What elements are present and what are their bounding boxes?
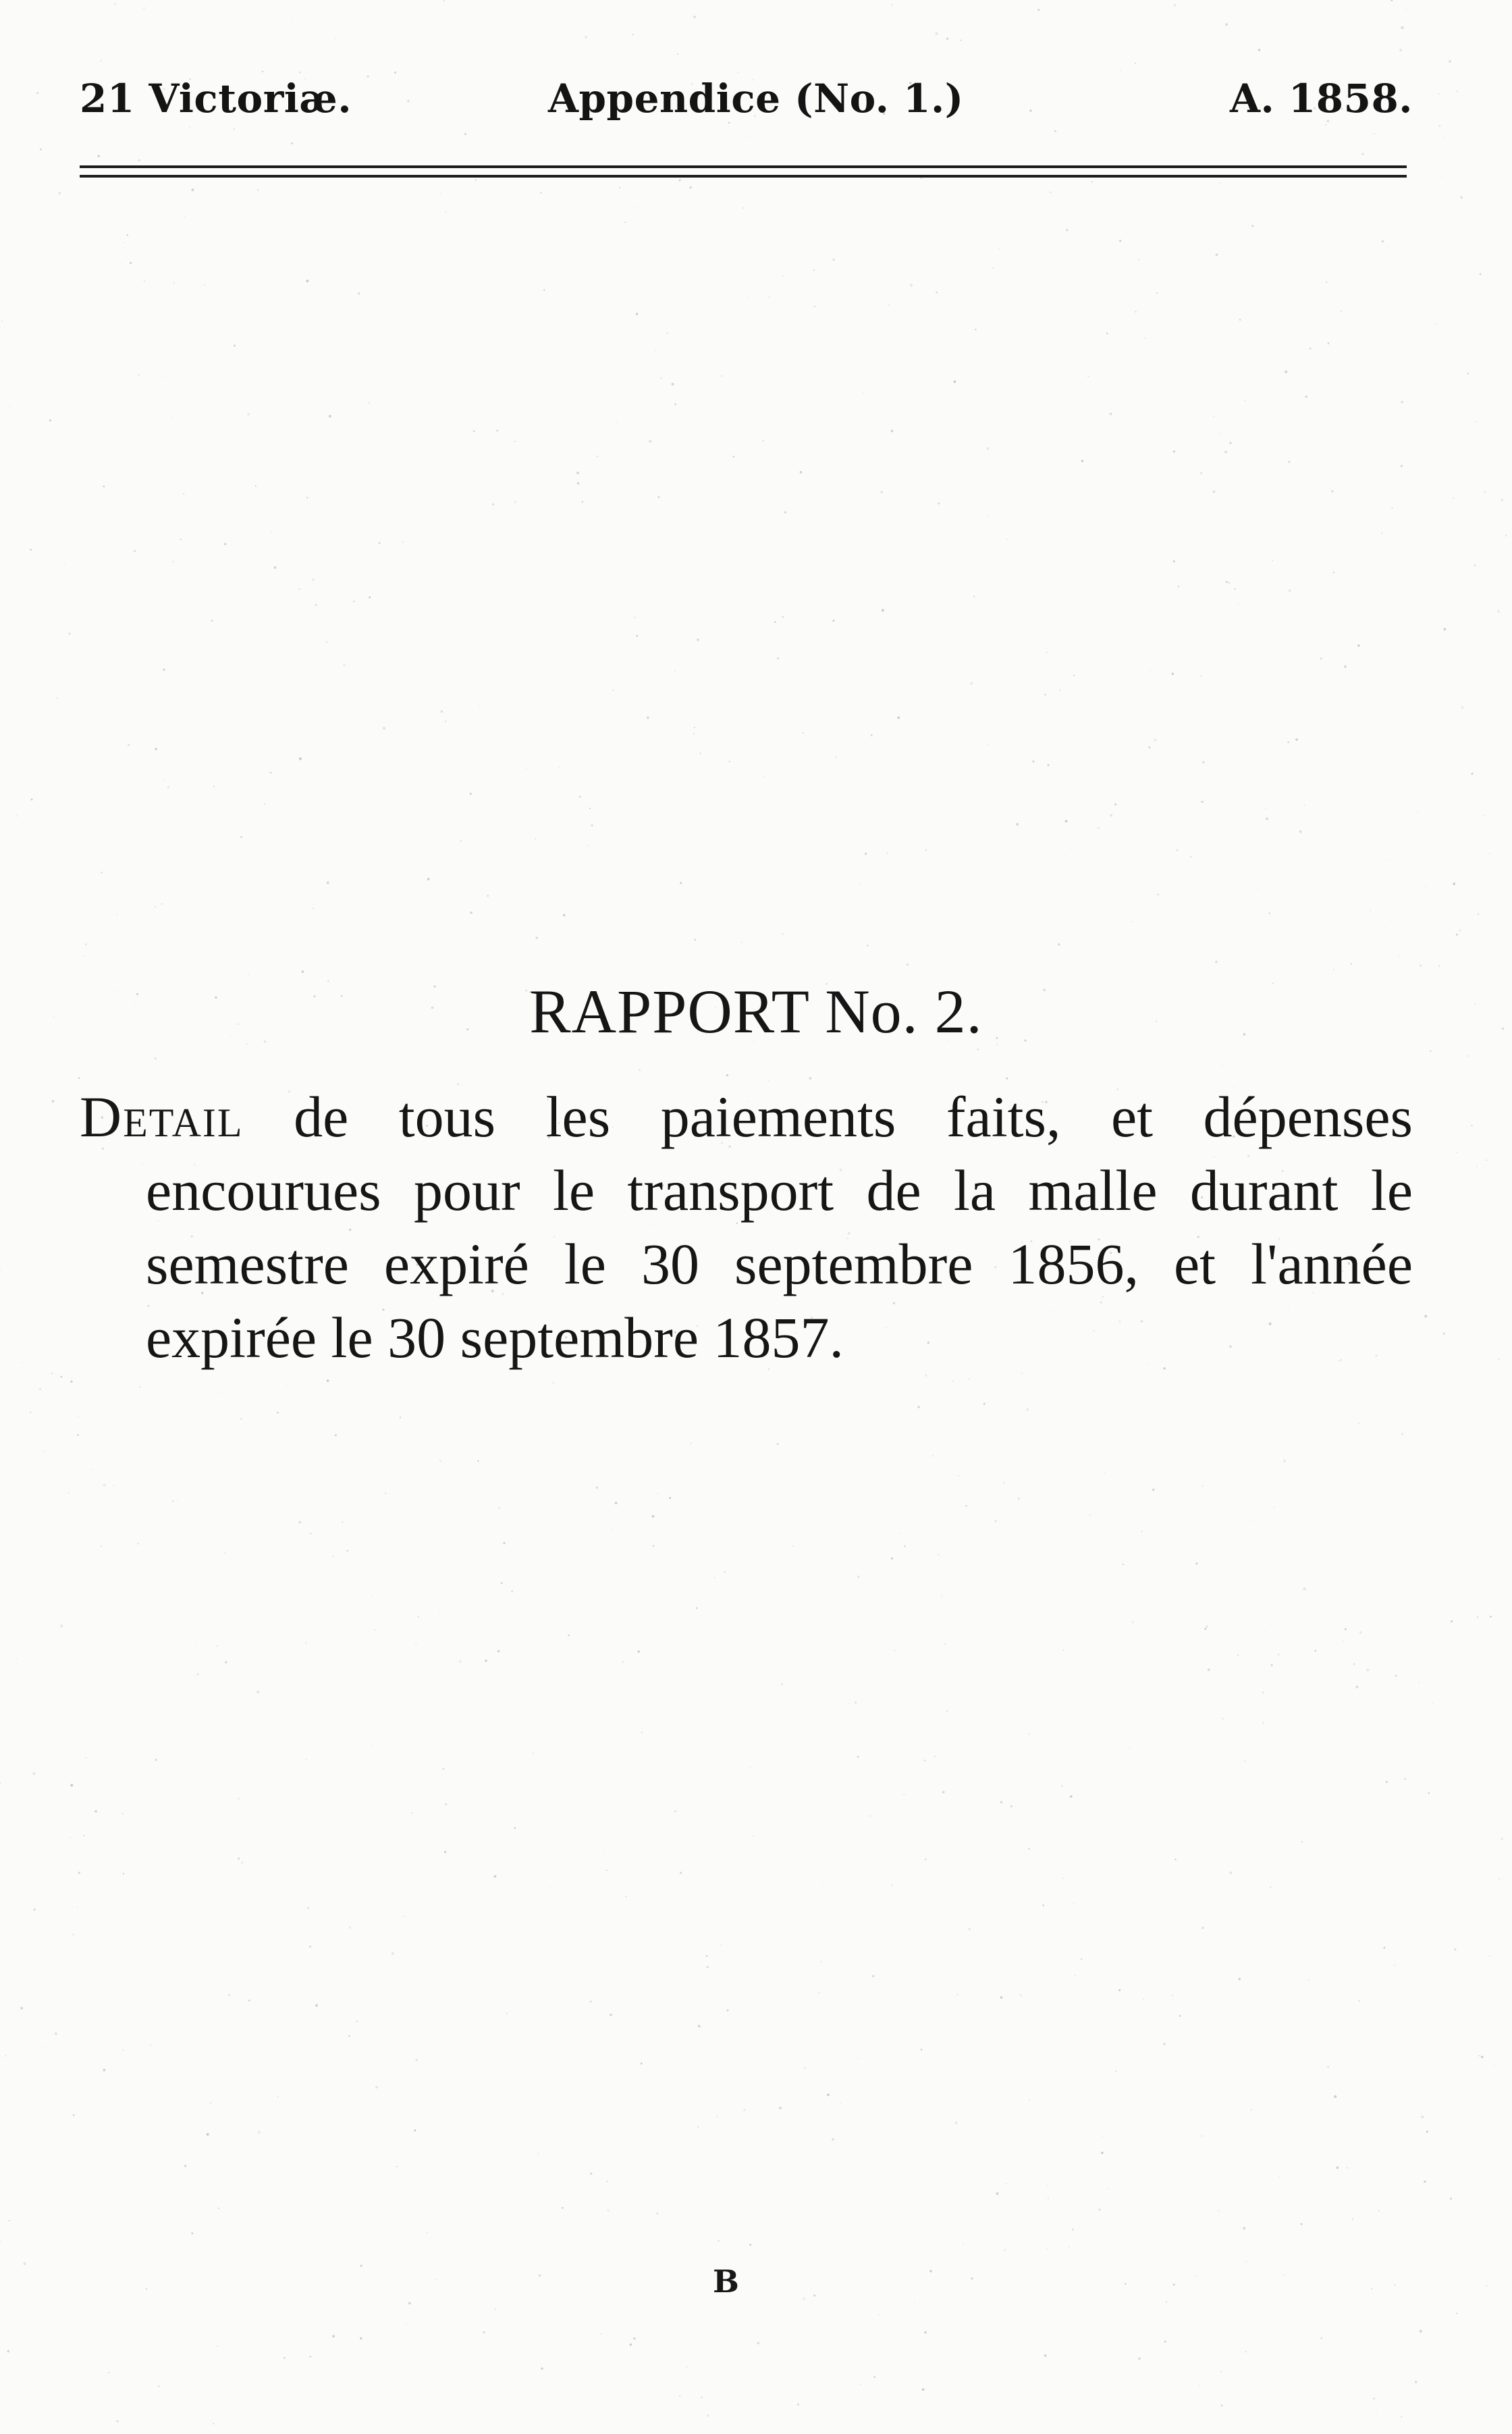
running-header: [80, 76, 1413, 130]
description-line-1: [80, 1080, 1413, 1154]
header-regnal-year: 21 Victoriæ.: [80, 76, 352, 122]
description-line-4: expirée le 30 septembre 1857.: [146, 1305, 844, 1370]
signature-mark: B: [713, 2263, 739, 2300]
header-appendix: Appendice (No. 1.): [548, 76, 964, 122]
header-year: A. 1858.: [1229, 76, 1413, 122]
description-line-1-text: de tous les paiements faits, et dépenses: [294, 1084, 1413, 1149]
header-rule-top: [80, 165, 1407, 168]
report-title: RAPPORT No. 2.: [529, 977, 983, 1046]
header-rule-bottom: [80, 175, 1407, 178]
report-description: [80, 1080, 1413, 1375]
description-line-3: semestre expiré le 30 septembre 1856, et l'année: [146, 1232, 1413, 1296]
description-lead-word: Detail: [80, 1084, 244, 1149]
description-line-2: encourues pour le transport de la malle durant le: [146, 1158, 1413, 1223]
